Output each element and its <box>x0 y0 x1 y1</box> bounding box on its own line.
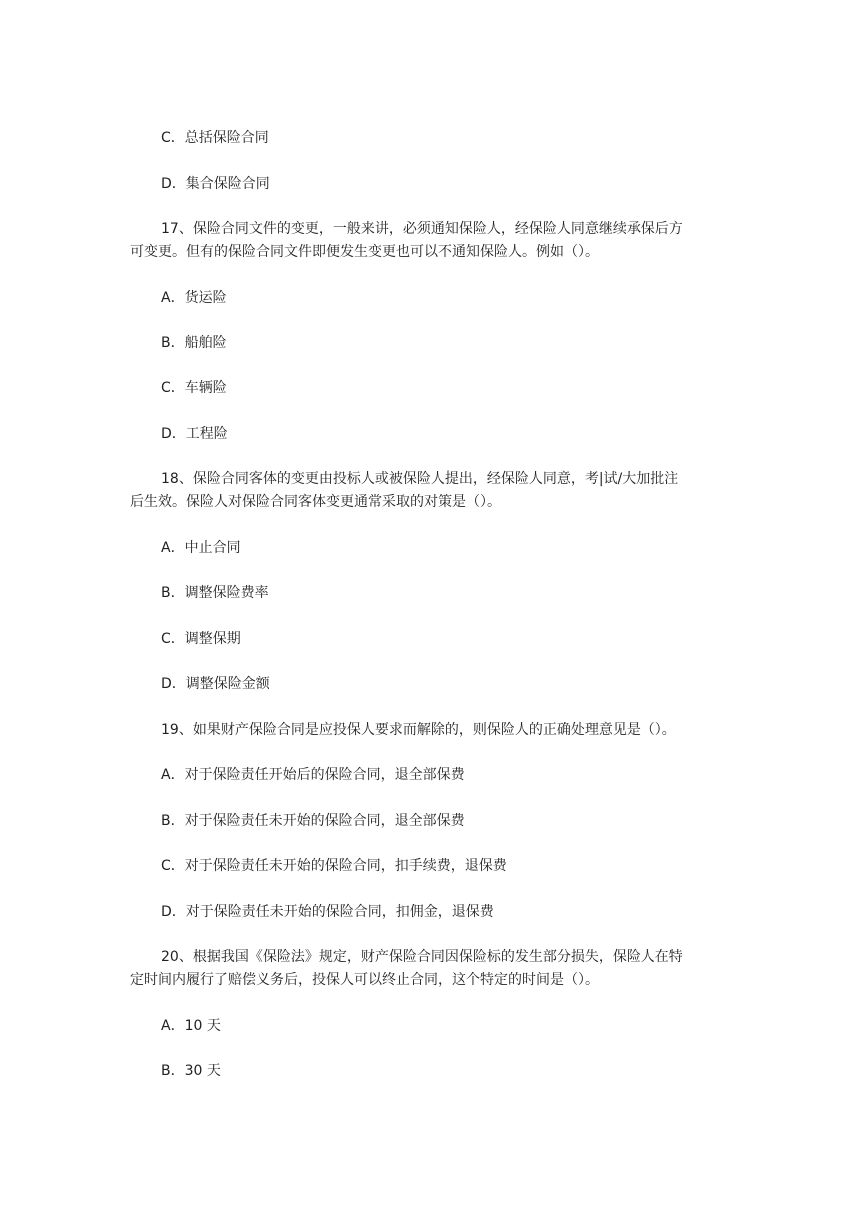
option-a-q20: A．10 天 <box>161 1018 221 1034</box>
option-a-q18: A．中止合同 <box>161 540 241 556</box>
question-19: 19、如果财产保险合同是应投保人要求而解除的，则保险人的正确处理意见是（）。 <box>161 722 676 738</box>
option-c-q17: C．车辆险 <box>161 380 227 396</box>
option-d-q17: D．工程险 <box>161 426 228 442</box>
question-17-line-1: 17、保险合同文件的变更，一般来讲，必须通知保险人，经保险人同意继续承保后方 <box>161 221 683 237</box>
option-b-q19: B．对于保险责任未开始的保险合同，退全部保费 <box>161 813 465 829</box>
option-a-q17: A．货运险 <box>161 290 227 306</box>
question-20-line-2: 定时间内履行了赔偿义务后，投保人可以终止合同，这个特定的时间是（）。 <box>130 972 599 988</box>
option-b-q18: B．调整保险费率 <box>161 585 269 601</box>
option-c-q18: C．调整保期 <box>161 631 241 647</box>
option-b-q17: B．船舶险 <box>161 335 227 351</box>
question-20-line-1: 20、根据我国《保险法》规定，财产保险合同因保险标的发生部分损失，保险人在特 <box>161 949 683 965</box>
question-18-line-2: 后生效。保险人对保险合同客体变更通常采取的对策是（）。 <box>130 494 501 510</box>
option-b-q20: B．30 天 <box>161 1063 221 1079</box>
option-c-q16: C．总括保险合同 <box>161 130 269 146</box>
question-17-line-2: 可变更。但有的保险合同文件即便发生变更也可以不通知保险人。例如（）。 <box>130 244 599 260</box>
question-18-line-1: 18、保险合同客体的变更由投标人或被保险人提出，经保险人同意，考|试/大加批注 <box>161 471 679 487</box>
option-d-q19: D．对于保险责任未开始的保险合同，扣佣金，退保费 <box>161 904 494 920</box>
option-d-q16: D．集合保险合同 <box>161 176 270 192</box>
option-a-q19: A．对于保险责任开始后的保险合同，退全部保费 <box>161 767 465 783</box>
option-c-q19: C．对于保险责任未开始的保险合同，扣手续费，退保费 <box>161 858 507 874</box>
option-d-q18: D．调整保险金额 <box>161 676 270 692</box>
